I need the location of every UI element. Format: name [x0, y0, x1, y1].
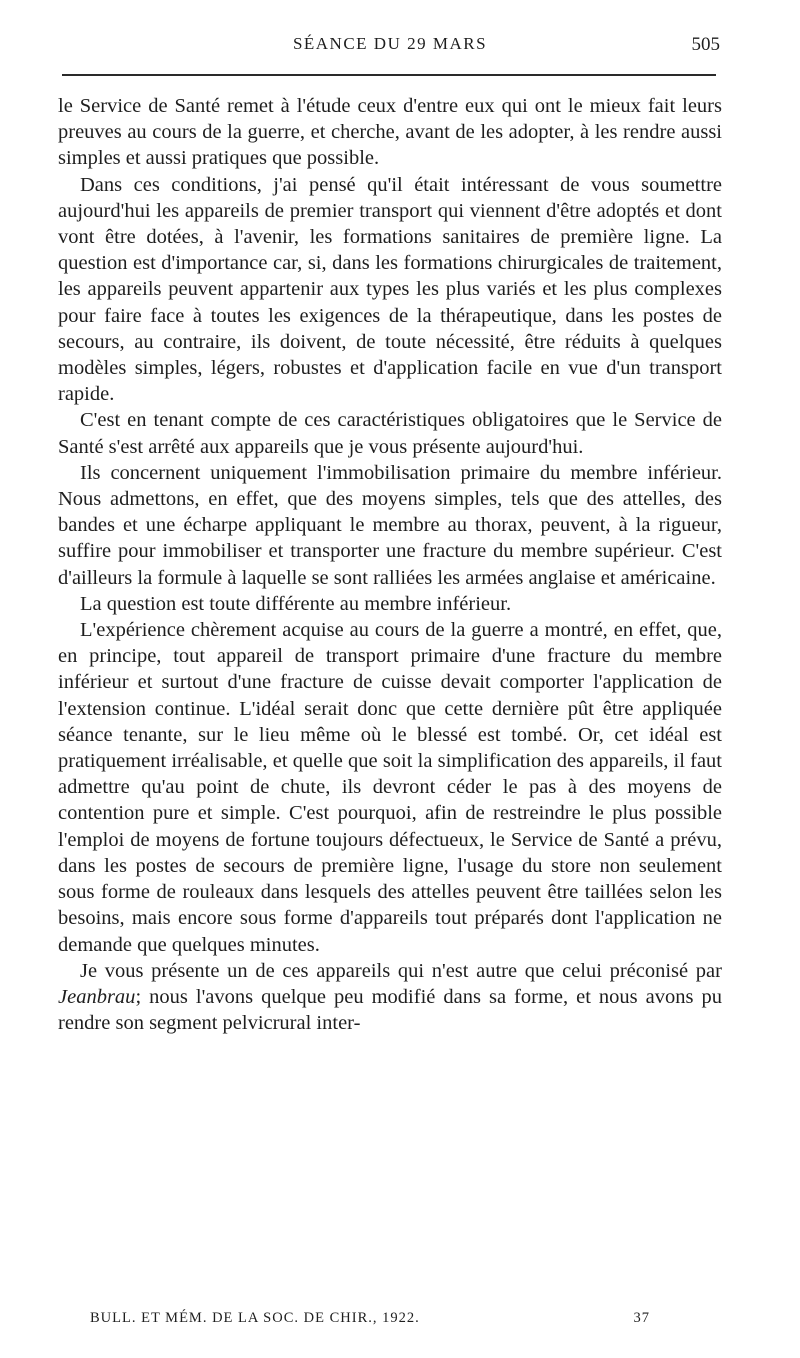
- running-title: SÉANCE DU 29 MARS: [292, 34, 488, 53]
- paragraph-7-start: Je vous présente un de ces appareils qui n'est autre que celui préconisé par: [80, 959, 722, 982]
- paragraph-3: C'est en tenant compte de ces caractéristiques obligatoires que le Service de Santé s'est arrêté aux appareils que je vous présente aujourd'hui.: [58, 409, 722, 458]
- body-text: [58, 93, 722, 1036]
- paragraph-7: [58, 958, 722, 1037]
- paragraph-1: le Service de Santé remet à l'étude ceux d'entre eux qui ont le mieux fait leurs preuves au cours de la guerre, et cherche, avant de les adopter, à les rendre aussi simples et aussi pratiques que possible.: [58, 95, 722, 170]
- sheet-number: 37: [633, 1310, 650, 1326]
- paragraph-5: La question est toute différente au membre inférieur.: [80, 592, 512, 615]
- paragraph-7-end: ; nous l'avons quelque peu modifié dans sa forme, et nous avons pu rendre son segment pelvicrural inter-: [58, 985, 722, 1035]
- journal-reference: BULL. ET MÉM. DE LA SOC. DE CHIR., 1922.: [90, 1310, 420, 1326]
- header-rule: [62, 74, 716, 76]
- paragraph-2: Dans ces conditions, j'ai pensé qu'il était intéressant de vous soumettre aujourd'hui les appareils de premier transport qui viennent d'être adoptés et dont vont être dotées, à l'avenir, les formations sanitaires de première ligne. La question est d'importance car, si, dans les formations chirurgicales de traitement, les appareils peuvent appartenir aux types les plus variés et les plus complexes pour faire face à toutes les exigences de la thérapeutique, dans les postes de secours, au contraire, ils doivent, de toute nécessité, être réduits à quelques modèles simples, légers, robustes et d'application facile en vue d'un transport rapide.: [58, 173, 722, 406]
- page-number: 505: [691, 34, 720, 55]
- page-header: [60, 34, 720, 60]
- paragraph-4: Ils concernent uniquement l'immobilisation primaire du membre inférieur. Nous admettons, en effet, que des moyens simples, tels que des attelles, des bandes et une écharpe appliquant le membre au thorax, peuvent, à la rigueur, suffire pour immobiliser et transporter une fracture du membre supérieur. C'est d'ailleurs la formule à laquelle se sont ralliées les armées anglaise et américaine.: [58, 461, 722, 589]
- author-name: Jeanbrau: [58, 985, 136, 1008]
- paragraph-6: L'expérience chèrement acquise au cours de la guerre a montré, en effet, que, en principe, tout appareil de transport primaire d'une fracture du membre inférieur et surtout d'une fracture de cuisse devait comporter l'application de l'extension continue. L'idéal serait donc que cette dernière pût être appliquée séance tenante, sur le lieu même où le blessé est tombé. Or, cet idéal est pratiquement irréalisable, et quelle que soit la simplification des appareils, il faut admettre qu'au point de chute, ils devront céder le pas à des moyens de contention pure et simple. C'est pourquoi, afin de restreindre le plus possible l'emploi de moyens de fortune toujours défectueux, le Service de Santé a prévu, dans les postes de secours de première ligne, l'usage du store non seulement sous forme de rouleaux dans lesquels des attelles peuvent être taillées selon les besoins, mais encore sous forme d'appareils tout préparés dont l'application ne demande que quelques minutes.: [58, 619, 722, 956]
